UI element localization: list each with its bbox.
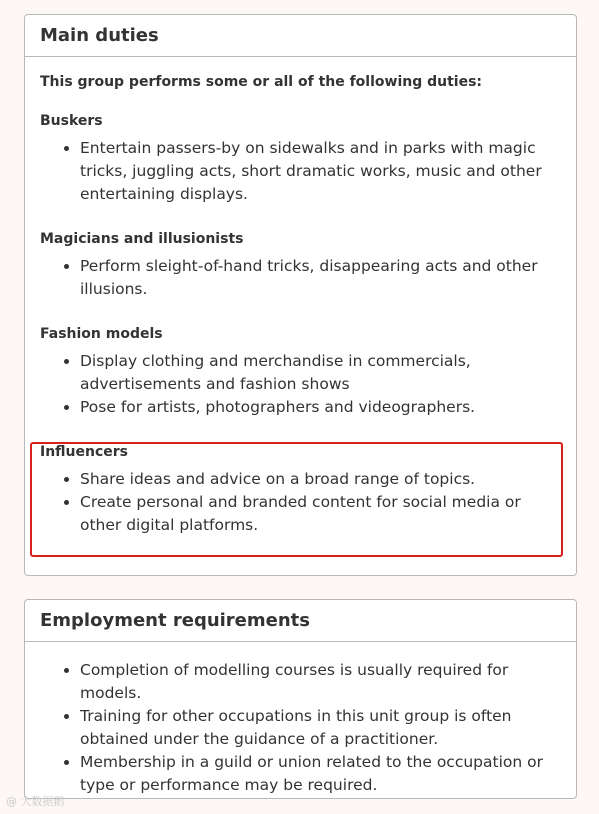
duty-list	[40, 468, 561, 537]
duty-group-heading: Fashion models	[40, 326, 163, 342]
employment-requirements-card	[24, 599, 577, 799]
employment-requirements-header	[25, 600, 576, 642]
main-duties-title: Main duties	[40, 25, 159, 46]
watermark: @ 大数据鹅	[6, 795, 65, 808]
duty-group-heading: Influencers	[40, 444, 129, 460]
requirements-list	[40, 659, 561, 797]
duty-group-magicians	[40, 229, 561, 301]
duty-item: • Display clothing and merchandise in commercials, advertisements and fashion shows	[80, 350, 561, 396]
employment-requirements-body	[25, 642, 576, 797]
main-duties-card	[24, 14, 577, 576]
main-duties-intro: This group performs some or all of the following duties:	[40, 74, 483, 90]
duty-group-heading: Buskers	[40, 113, 103, 129]
duty-item: • Create personal and branded content for social media or other digital platforms.	[80, 491, 561, 537]
duty-group-heading: Magicians and illusionists	[40, 231, 244, 247]
requirement-item: • Training for other occupations in this unit group is often obtained under the guidance of a practitioner.	[80, 705, 561, 751]
duty-list	[40, 137, 561, 206]
main-duties-body	[25, 57, 576, 537]
requirement-item: • Membership in a guild or union related to the occupation or type or performance may be required.	[80, 751, 561, 797]
duty-group-buskers	[40, 111, 561, 206]
employment-requirements-title: Employment requirements	[40, 610, 310, 631]
duty-list	[40, 350, 561, 419]
duty-item: • Pose for artists, photographers and videographers.	[80, 396, 561, 419]
duty-list	[40, 255, 561, 301]
duty-group-influencers	[40, 442, 561, 537]
requirement-item: • Completion of modelling courses is usually required for models.	[80, 659, 561, 705]
duty-group-fashion-models	[40, 324, 561, 419]
main-duties-header	[25, 15, 576, 57]
duty-item: • Share ideas and advice on a broad range of topics.	[80, 468, 561, 491]
duty-item: • Entertain passers-by on sidewalks and in parks with magic tricks, juggling acts, short dramatic works, music and other entertaining displays.	[80, 137, 561, 206]
duty-item: • Perform sleight-of-hand tricks, disappearing acts and other illusions.	[80, 255, 561, 301]
